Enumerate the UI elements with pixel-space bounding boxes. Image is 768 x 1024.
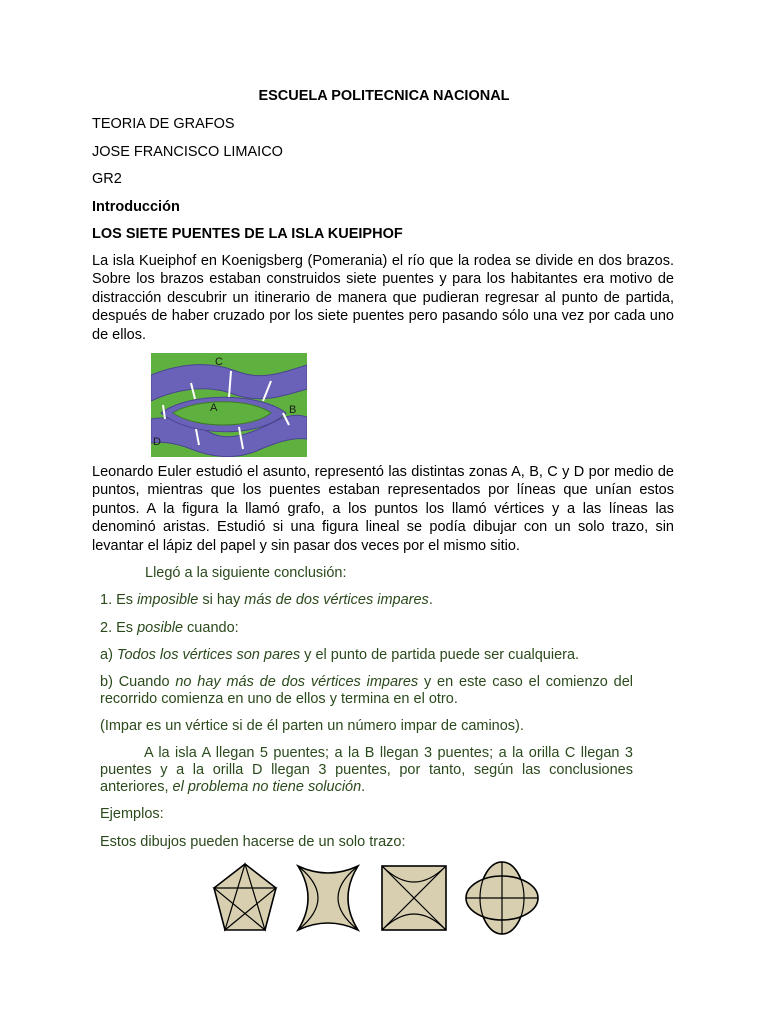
map-label-b: B	[289, 404, 297, 416]
examples-text: Estos dibujos pueden hacerse de un solo trazo:	[100, 834, 406, 850]
group-line: GR2	[92, 171, 122, 187]
single-stroke-figures	[210, 858, 550, 940]
examples-heading: Ejemplos:	[100, 806, 164, 822]
square-cross-figure	[382, 866, 446, 930]
subject-line: TEORIA DE GRAFOS	[92, 116, 235, 132]
euler-paragraph: Leonardo Euler estudió el asunto, representó las distintas zonas A, B, C y D por medio de puntos, mientras que los puentes estaban representados por líneas que unían estos puntos. A la figura la llamó grafo, a los puntos los llamó vértices y a las líneas las denominó aristas. Estudió si una figura lineal se podía dibujar con un solo trazo, sin levantar el lápiz del papel y sin pasar dos veces por el mismo sitio.	[92, 464, 674, 554]
intro-paragraph: La isla Kueiphof en Koenigsberg (Pomerania) el río que la rodea se divide en dos brazos. Sobre los brazos estaban construidos siete puentes y para los habitantes era motivo de distracción descubrir un itinerario de manera que pudieran regresar al punto de partida, después de haber cruzado por los siete puentes pero pasando sólo una vez por cada uno de ellos.	[92, 253, 674, 343]
conclusion-item-a: a) Todos los vértices son pares y el punto de partida puede ser cualquiera.	[100, 647, 580, 663]
conclusion-item-1: 1. Es imposible si hay más de dos vértices impares.	[100, 592, 433, 608]
pentagon-star-figure	[214, 864, 276, 930]
conclusion-intro: Llegó a la siguiente conclusión:	[145, 565, 347, 581]
map-label-c: C	[215, 356, 223, 368]
topic-heading: LOS SIETE PUENTES DE LA ISLA KUEIPHOF	[92, 226, 403, 242]
conclusion-item-b: b) Cuando no hay más de dos vértices impares y en este caso el comienzo del recorrido comienza en uno de ellos y termina en el otro.	[100, 674, 633, 708]
author-line: JOSE FRANCISCO LIMAICO	[92, 144, 283, 160]
school-title: ESCUELA POLITECNICA NACIONAL	[258, 88, 510, 104]
bridges-paragraph: A la isla A llegan 5 puentes; a la B llegan 3 puentes; a la orilla C llegan 3 puentes y a la orilla D llegan 3 puentes, por tanto, según las conclusiones anteriores, el problema no tiene solución.	[100, 745, 633, 796]
conclusion-item-2: 2. Es posible cuando:	[100, 620, 239, 636]
hourglass-arcs-figure	[298, 866, 358, 930]
intro-heading: Introducción	[92, 199, 180, 215]
map-label-d: D	[153, 436, 161, 448]
map-label-a: A	[210, 402, 218, 414]
circle-ellipses-figure	[466, 862, 538, 934]
odd-vertex-note: (Impar es un vértice si de él parten un número impar de caminos).	[100, 718, 524, 734]
konigsberg-bridges-map	[151, 353, 307, 457]
